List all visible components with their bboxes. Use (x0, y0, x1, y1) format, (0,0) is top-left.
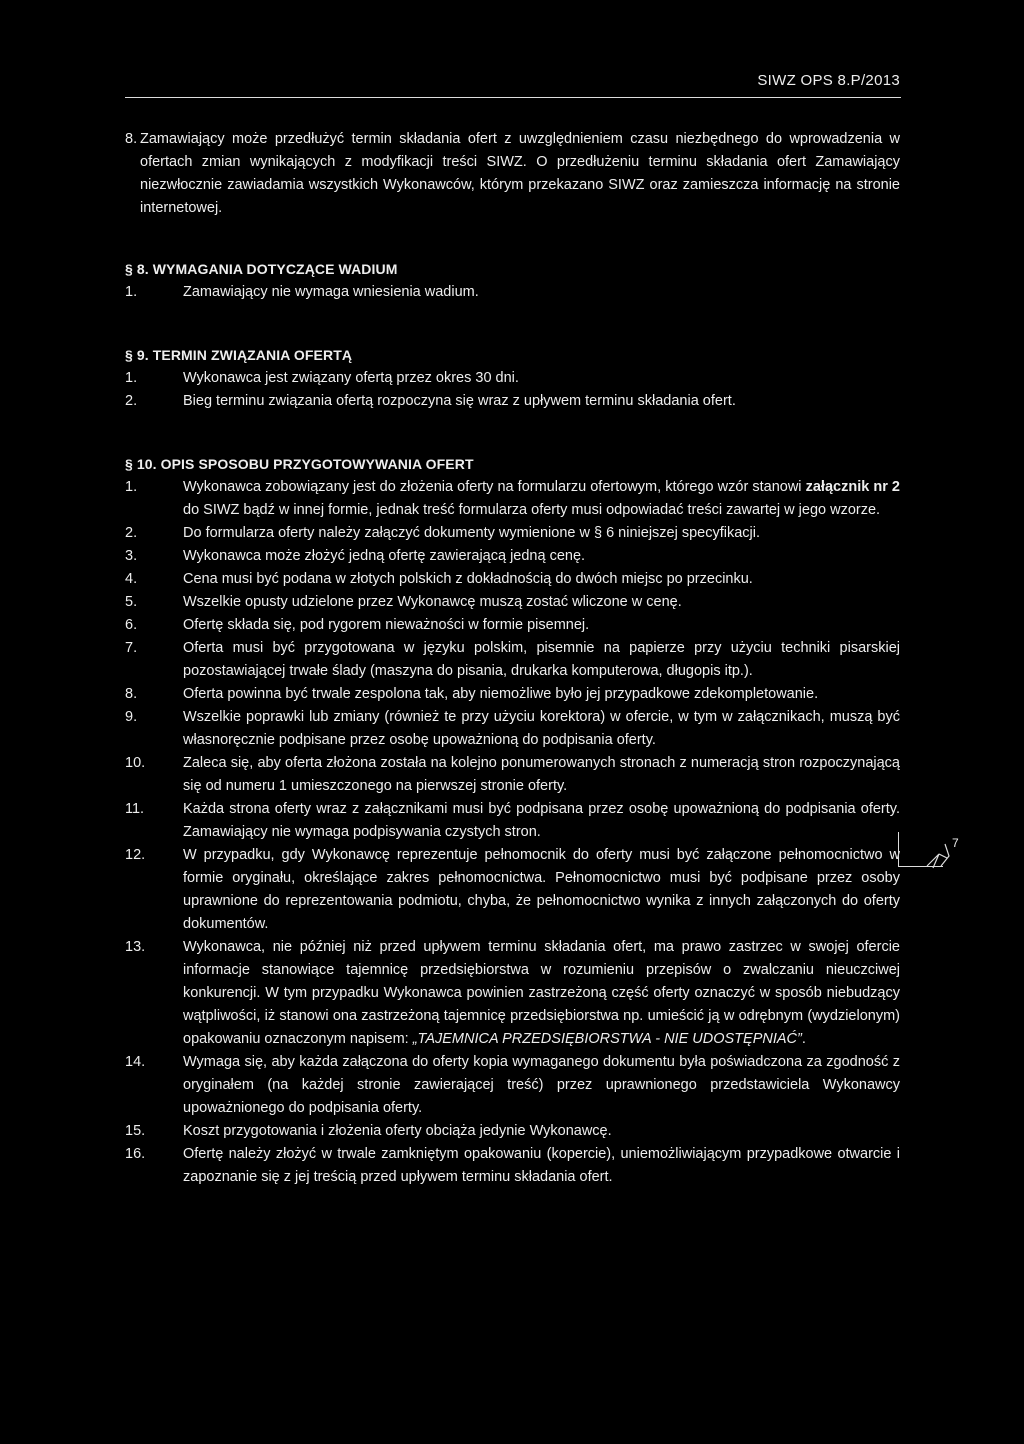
item-text: Koszt przygotowania i złożenia oferty obciąża jedynie Wykonawcę. (183, 1123, 612, 1139)
document-body (125, 128, 900, 1189)
item-text-part: do SIWZ bądź w innej formie, jednak treść formularza oferty musi odpowiadać treści zawartej w jego wzorze. (183, 502, 881, 518)
item-text: Oferta musi być przygotowana w języku polskim, pisemnie na papierze przy użyciu techniki pisarskiej pozostawiającej trwałe ślady (maszyna do pisania, drukarka komputerowa, długopis itp.). (183, 640, 900, 679)
item-number: 2. (125, 393, 138, 409)
item-number: 10. (125, 755, 146, 771)
list-item (125, 522, 900, 545)
item-text: Bieg terminu związania ofertą rozpoczyna się wraz z upływem terminu składania ofert. (183, 393, 736, 409)
list-item (125, 476, 900, 522)
item-text-part: . (801, 1031, 806, 1047)
list-item (125, 1120, 900, 1143)
item-number: 12. (125, 847, 146, 863)
item-text: W przypadku, gdy Wykonawcę reprezentuje pełnomocnik do oferty musi być załączone pełnomocnictwo w formie oryginału, określające zakres pełnomocnictwa. Pełnomocnictwo musi być podpisane przez osoby uprawnione do reprezentowania podmiotu, chyba, że pełnomocnictwo wynika z innych załączonych do oferty dokumentów. (183, 847, 900, 932)
list-item (125, 545, 900, 568)
item-number: 1. (125, 370, 138, 386)
item-text: Wszelkie poprawki lub zmiany (również te przy użyciu korektora) w ofercie, w tym w załącznikach, muszą być własnoręcznie podpisane przez osobę upoważnioną do podpisania oferty. (183, 709, 900, 748)
attachment-reference: załącznik nr 2 (805, 479, 900, 495)
item-text: Do formularza oferty należy załączyć dokumenty wymienione w § 6 niniejszej specyfikacji. (183, 525, 761, 541)
list-item (125, 1143, 900, 1189)
item-text-part: Wykonawca, nie później niż przed upływem terminu składania ofert, ma prawo zastrzec w swojej ofercie informacje stanowiące tajemnicę przedsiębiorstwa w rozumieniu przepisów o zwalczaniu nieuczciwej konkurencji. W tym przypadku Wykonawca powinien zastrzeżoną część oferty oznaczyć w sposób niebudzący wątpliwości, iż stanowi ona zastrzeżoną tajemnicę przedsiębiorstwa np. umieścić ją w odrębnym (wydzielonym) opakowaniu oznaczonym napisem: (183, 939, 900, 1047)
item-number: 16. (125, 1146, 146, 1162)
item-number: 8. (125, 131, 138, 147)
item-number: 5. (125, 594, 138, 610)
item-text-part: Wykonawca zobowiązany jest do złożenia oferty na formularzu ofertowym, którego wzór stanowi (183, 479, 806, 495)
item-number: 8. (125, 686, 138, 702)
list-item (125, 798, 900, 844)
list-item (125, 591, 900, 614)
list-item (125, 568, 900, 591)
list-item (125, 390, 900, 413)
item-text: Wszelkie opusty udzielone przez Wykonawcę muszą zostać wliczone w cenę. (183, 594, 682, 610)
list-item (125, 1051, 900, 1120)
item-text: Ofertę należy złożyć w trwale zamkniętym opakowaniu (kopercie), uniemożliwiającym przypadkowe otwarcie i zapoznanie się z jej treścią przed upływem terminu składania ofert. (183, 1146, 900, 1185)
list-item (125, 367, 900, 390)
item-number: 11. (125, 801, 145, 817)
item-number: 1. (125, 479, 138, 495)
page-number: 7 (952, 836, 959, 850)
item-text: Wymaga się, aby każda załączona do oferty kopia wymaganego dokumentu była poświadczona za zgodność z oryginałem (na każdej stronie zawierającej treść) przez uprawnionego przedstawiciela Wykonawcy upoważnionego do podpisania oferty. (183, 1054, 900, 1116)
item-text: Ofertę składa się, pod rygorem nieważności w formie pisemnej. (183, 617, 590, 633)
section-8-heading: § 8. WYMAGANIA DOTYCZĄCE WADIUM (125, 261, 398, 277)
item-number: 15. (125, 1123, 146, 1139)
list-item (125, 706, 900, 752)
item-text: Oferta powinna być trwale zespolona tak, aby niemożliwe było jej przypadkowe zdekompletowanie. (183, 686, 819, 702)
list-item (125, 281, 900, 304)
item-number: 7. (125, 640, 138, 656)
list-item (125, 844, 900, 936)
list-item (125, 752, 900, 798)
list-item (125, 936, 900, 1051)
document-header: SIWZ OPS 8.P/2013 (757, 72, 900, 89)
item-number: 4. (125, 571, 138, 587)
item-number: 6. (125, 617, 138, 633)
item-text: Zamawiający nie wymaga wniesienia wadium. (183, 284, 479, 300)
item-text: Zaleca się, aby oferta złożona została na kolejno ponumerowanych stronach z numeracją stron rozpoczynającą się od numeru 1 umieszczonego na pierwszej stronie oferty. (183, 755, 900, 794)
item-number: 9. (125, 709, 138, 725)
initials-mark (925, 840, 955, 870)
reserved-label: „TAJEMNICA PRZEDSIĘBIORSTWA - NIE UDOSTĘPNIAĆ” (412, 1031, 802, 1047)
section-9-heading: § 9. TERMIN ZWIĄZANIA OFERTĄ (125, 347, 353, 363)
item-text: Każda strona oferty wraz z załącznikami musi być podpisana przez osobę upoważnioną do podpisania oferty. Zamawiający nie wymaga podpisywania czystych stron. (183, 801, 900, 840)
item-text: Wykonawca jest związany ofertą przez okres 30 dni. (183, 370, 519, 386)
item-text: Cena musi być podana w złotych polskich z dokładnością do dwóch miejsc po przecinku. (183, 571, 753, 587)
item-text (183, 476, 900, 522)
item-number: 13. (125, 939, 146, 955)
item-number: 14. (125, 1054, 146, 1070)
item-text (183, 936, 900, 1051)
list-item (125, 683, 900, 706)
list-item (125, 637, 900, 683)
item-text: Zamawiający może przedłużyć termin składania ofert z uwzględnieniem czasu niezbędnego do wprowadzenia w ofertach zmian wynikających z modyfikacji treści SIWZ. O przedłużeniu terminu składania ofert Zamawiający niezwłocznie zawiadamia wszystkich Wykonawców, którym przekazano SIWZ oraz zamieszcza informację na stronie internetowej. (140, 131, 900, 216)
header-divider (125, 97, 901, 98)
item-number: 3. (125, 548, 138, 564)
item-number: 1. (125, 284, 138, 300)
item-number: 2. (125, 525, 138, 541)
intro-item (125, 128, 900, 220)
list-item (125, 614, 900, 637)
item-text: Wykonawca może złożyć jedną ofertę zawierającą jedną cenę. (183, 548, 586, 564)
section-10-heading: § 10. OPIS SPOSOBU PRZYGOTOWYWANIA OFERT (125, 456, 474, 472)
